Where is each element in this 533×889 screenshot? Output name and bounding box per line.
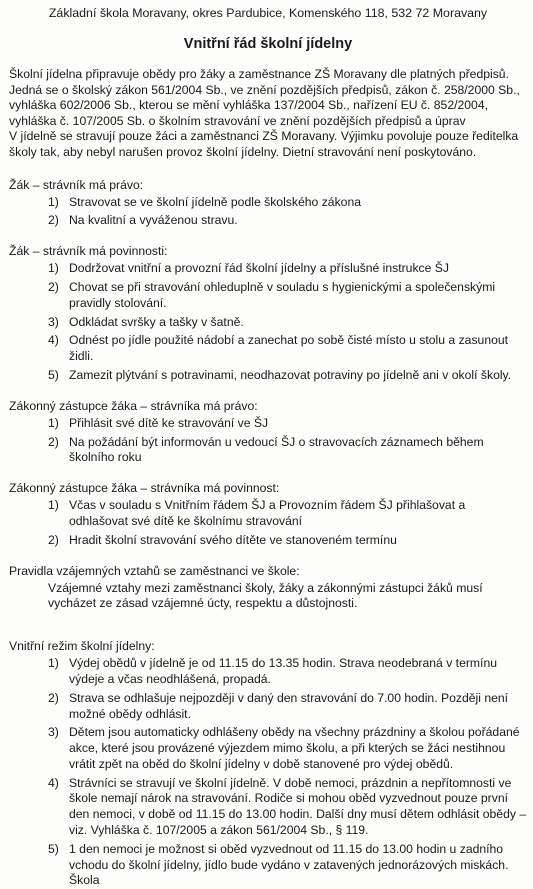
item-text: Chovat se při stravování ohleduplně v souladu s hygienickými a společenskými pravidly stolování. — [69, 279, 496, 310]
section-heading: Zákonný zástupce žáka – strávníka má povinnost: — [9, 481, 280, 496]
item-text: Výdej obědů v jídelně je od 11.15 do 13.35 hodin. Strava neodebraná v termínu výdeje a včas neodhlášená, propadá. — [69, 656, 497, 686]
intro-block — [9, 67, 527, 161]
item-text: Včas v souladu s Vnitřním řádem ŠJ a Provozním řádem ŠJ přihlašovat a odhlašovat své dítě ke školnímu stravování — [69, 498, 466, 528]
list-item — [9, 368, 527, 384]
intro-paragraph-access: V jídelně se stravují pouze žáci a zaměstnanci ZŠ Moravany. Výjimku povoluje pouze ředitelka školy tak, aby nebyl narušen provoz školní jídelny. Dietní stravování není poskytováno. — [9, 129, 519, 159]
list-item — [9, 280, 527, 312]
item-text: Přihlásit své dítě ke stravování ve ŠJ — [69, 415, 269, 430]
document-title: Vnitřní řád školní jídelny — [183, 36, 353, 52]
section-internal-regime — [9, 638, 527, 889]
section-guardian-duties — [9, 480, 527, 548]
guardian-rights-list — [9, 416, 527, 466]
item-text: Strava se odhlašuje nejpozději v daný den stravování do 7.00 hodin. Později není možné obědy odhlásit. — [69, 690, 509, 721]
item-number: 1) — [48, 656, 59, 671]
list-item — [9, 691, 527, 723]
item-text: Odnést po jídle použité nádobí a zanechat po sobě čisté místo u stolu a zasunout židli. — [69, 333, 509, 364]
item-text: Na požádání být informován u vedoucí ŠJ o stravovacích záznamech během školního roku — [69, 434, 484, 465]
list-item — [9, 656, 527, 688]
item-number: 1) — [48, 415, 59, 430]
list-item — [9, 195, 527, 211]
item-number: 2) — [48, 279, 59, 294]
item-text: 1 den nemoci je možnost si oběd vyzvednout od 11.15 do 13.00 hodin u zadního vchodu do školní jídelny, jídlo bude vydáno v zatavených jednorázových miskách. Škola — [69, 841, 509, 888]
list-item — [9, 261, 527, 277]
item-number: 1) — [48, 194, 59, 209]
item-number: 2) — [48, 532, 59, 547]
section-heading: Žák – strávník má právo: — [9, 177, 144, 192]
item-text: Dětem jsou automaticky odhlášeny obědy na všechny prázdniny a školou pořádané akce, které jsou provázené výjezdem mimo školu, a při kterých se žáci nestihnou vrátit zpět na oběd do školní jídelny v době stanovené pro výdej obědů. — [69, 725, 520, 771]
item-number: 2) — [48, 213, 59, 228]
list-item — [9, 315, 527, 331]
item-number: 5) — [48, 367, 59, 382]
item-number: 3) — [48, 725, 59, 740]
section-heading: Zákonný zástupce žáka – strávníka má právo: — [9, 398, 258, 413]
list-item — [9, 842, 527, 889]
guardian-duties-list — [9, 498, 527, 548]
list-item — [9, 435, 527, 467]
list-item — [9, 725, 527, 772]
item-number: 1) — [48, 498, 59, 513]
item-text: Stravovat se ve školní jídelně podle školského zákona — [69, 194, 361, 209]
section-relations — [9, 563, 527, 613]
item-number: 4) — [48, 775, 59, 790]
section-heading: Žák – strávník má povinnosti: — [9, 244, 168, 259]
item-number: 3) — [48, 314, 59, 329]
list-item — [9, 416, 527, 432]
school-header: Základní škola Moravany, okres Pardubice, Komenského 118, 532 72 Moravany — [48, 6, 488, 20]
item-text: Strávníci se stravují ve školní jídelně. V době nemoci, prázdnin a nepřítomnosti ve škole nemají nárok na stravování. Rodiče si mohou oběd vyzvednout pouze první den nemoci, v době od 11.15 do 13.00 hodin. Další dny musí dětem odhlásit obědy – viz. Vyhláška č. 107/2005 a zákon 561/2004 Sb., § 119. — [69, 775, 527, 838]
item-text: Odkládat svršky a tašky v šatně. — [69, 314, 244, 329]
list-item — [9, 213, 527, 229]
rights-list — [9, 195, 527, 230]
regime-list — [9, 656, 527, 889]
list-item — [9, 533, 527, 549]
relations-paragraph: Vzájemné vztahy mezi zaměstnanci školy, žáky a zákonnými zástupci žáků musí vycházet ze zásad vzájemné úcty, respektu a důstojnosti. — [48, 580, 483, 611]
item-text: Hradit školní stravování svého dítěte ve stanoveném termínu — [69, 532, 397, 547]
item-text: Zamezit plýtvání s potravinami, neodhazovat potraviny po jídelně ani v okolí školy. — [69, 367, 512, 382]
item-number: 5) — [48, 841, 59, 856]
intro-paragraph-legal: Školní jídelna připravuje obědy pro žáky a zaměstnance ZŠ Moravany dle platných předpisů. Jedná se o školský zákon 561/2004 Sb., ve znění pozdějších předpisů, zákon č. 258/2000 Sb., vyhláška 602/2006 Sb., kterou se mění vyhláška 137/2004 Sb., nařízení EU č. 852/2004, vyhláška č. 107/2005 Sb. o školním stravování ve znění pozdějších předpisů a úprav — [9, 67, 520, 128]
section-student-duties — [9, 243, 527, 384]
item-number: 2) — [48, 434, 59, 449]
item-text: Na kvalitní a vyváženou stravu. — [69, 213, 238, 228]
duties-list — [9, 261, 527, 384]
item-number: 4) — [48, 333, 59, 348]
section-guardian-rights — [9, 398, 527, 466]
list-item — [9, 333, 527, 365]
list-item — [9, 498, 527, 530]
list-item — [9, 776, 527, 839]
section-heading: Vnitřní režim školní jídelny: — [9, 639, 155, 654]
spacer — [9, 612, 527, 630]
item-number: 1) — [48, 261, 59, 276]
item-text: Dodržovat vnitřní a provozní řád školní jídelny a příslušné instrukce ŠJ — [69, 261, 450, 276]
section-student-rights — [9, 177, 527, 230]
section-heading: Pravidla vzájemných vztahů se zaměstnanci ve škole: — [9, 563, 300, 578]
item-number: 2) — [48, 690, 59, 705]
